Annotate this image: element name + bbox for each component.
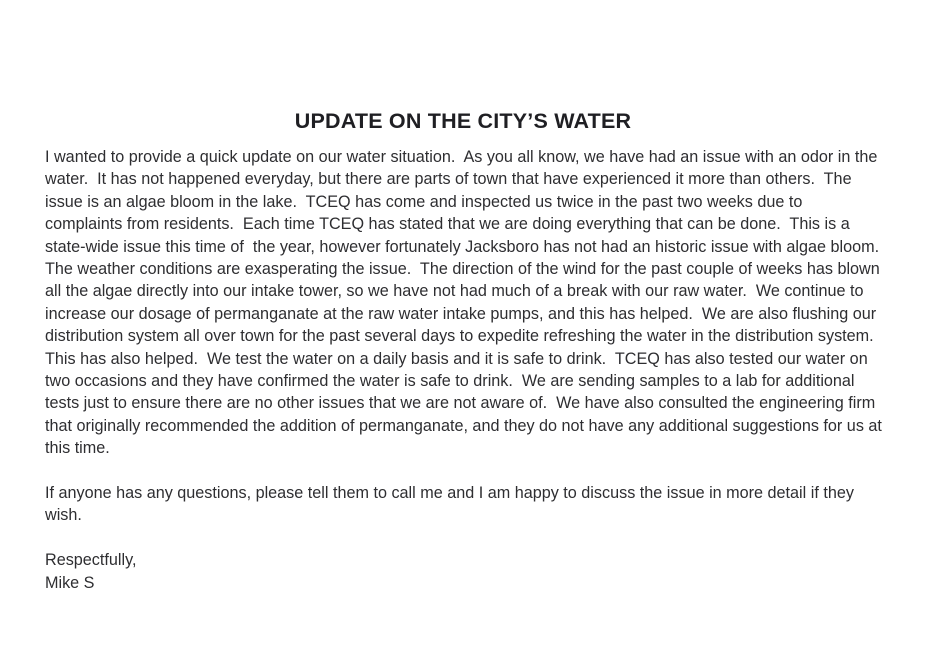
body-paragraph-1: I wanted to provide a quick update on our water situation. As you all know, we have had an issue with an odor in the water. It has not happened everyday, but there are parts of town that have experienced it more than others. The issue is an algae bloom in the lake. TCEQ has come and inspected us twice in the past two weeks due to complaints from residents. Each time TCEQ has stated that we are doing everything that can be done. This is a state-wide issue this time of the year, however fortunately Jacksboro has not had an historic issue with algae bloom. The weather conditions are exasperating the issue. The direction of the wind for the past couple of weeks has blown all the algae directly into our intake tower, so we have not had much of a break with our raw water. We continue to increase our dosage of permanganate at the raw water intake pumps, and this has helped. We are also flushing our distribution system all over town for the past several days to expedite refreshing the water in the distribution system. This has also helped. We test the water on a daily basis and it is safe to drink. TCEQ has also tested our water on two occasions and they have confirmed the water is safe to drink. We are sending samples to a lab for additional tests just to ensure there are no other issues that we are not aware of. We have also consulted the engineering firm that originally recommended the addition of permanganate, and they do not have any additional suggestions for us at this time. [45,148,888,458]
paragraph-spacer [45,527,883,549]
page-title: UPDATE ON THE CITY’S WATER [294,109,632,134]
signature-closing: Respectfully, [45,551,137,570]
signature-name: Mike S [45,573,95,592]
document-body [45,146,888,594]
body-paragraph-2: If anyone has any questions, please tell them to call me and I am happy to discuss the issue in more detail if they wish. [45,484,859,525]
paragraph-spacer [45,460,883,482]
